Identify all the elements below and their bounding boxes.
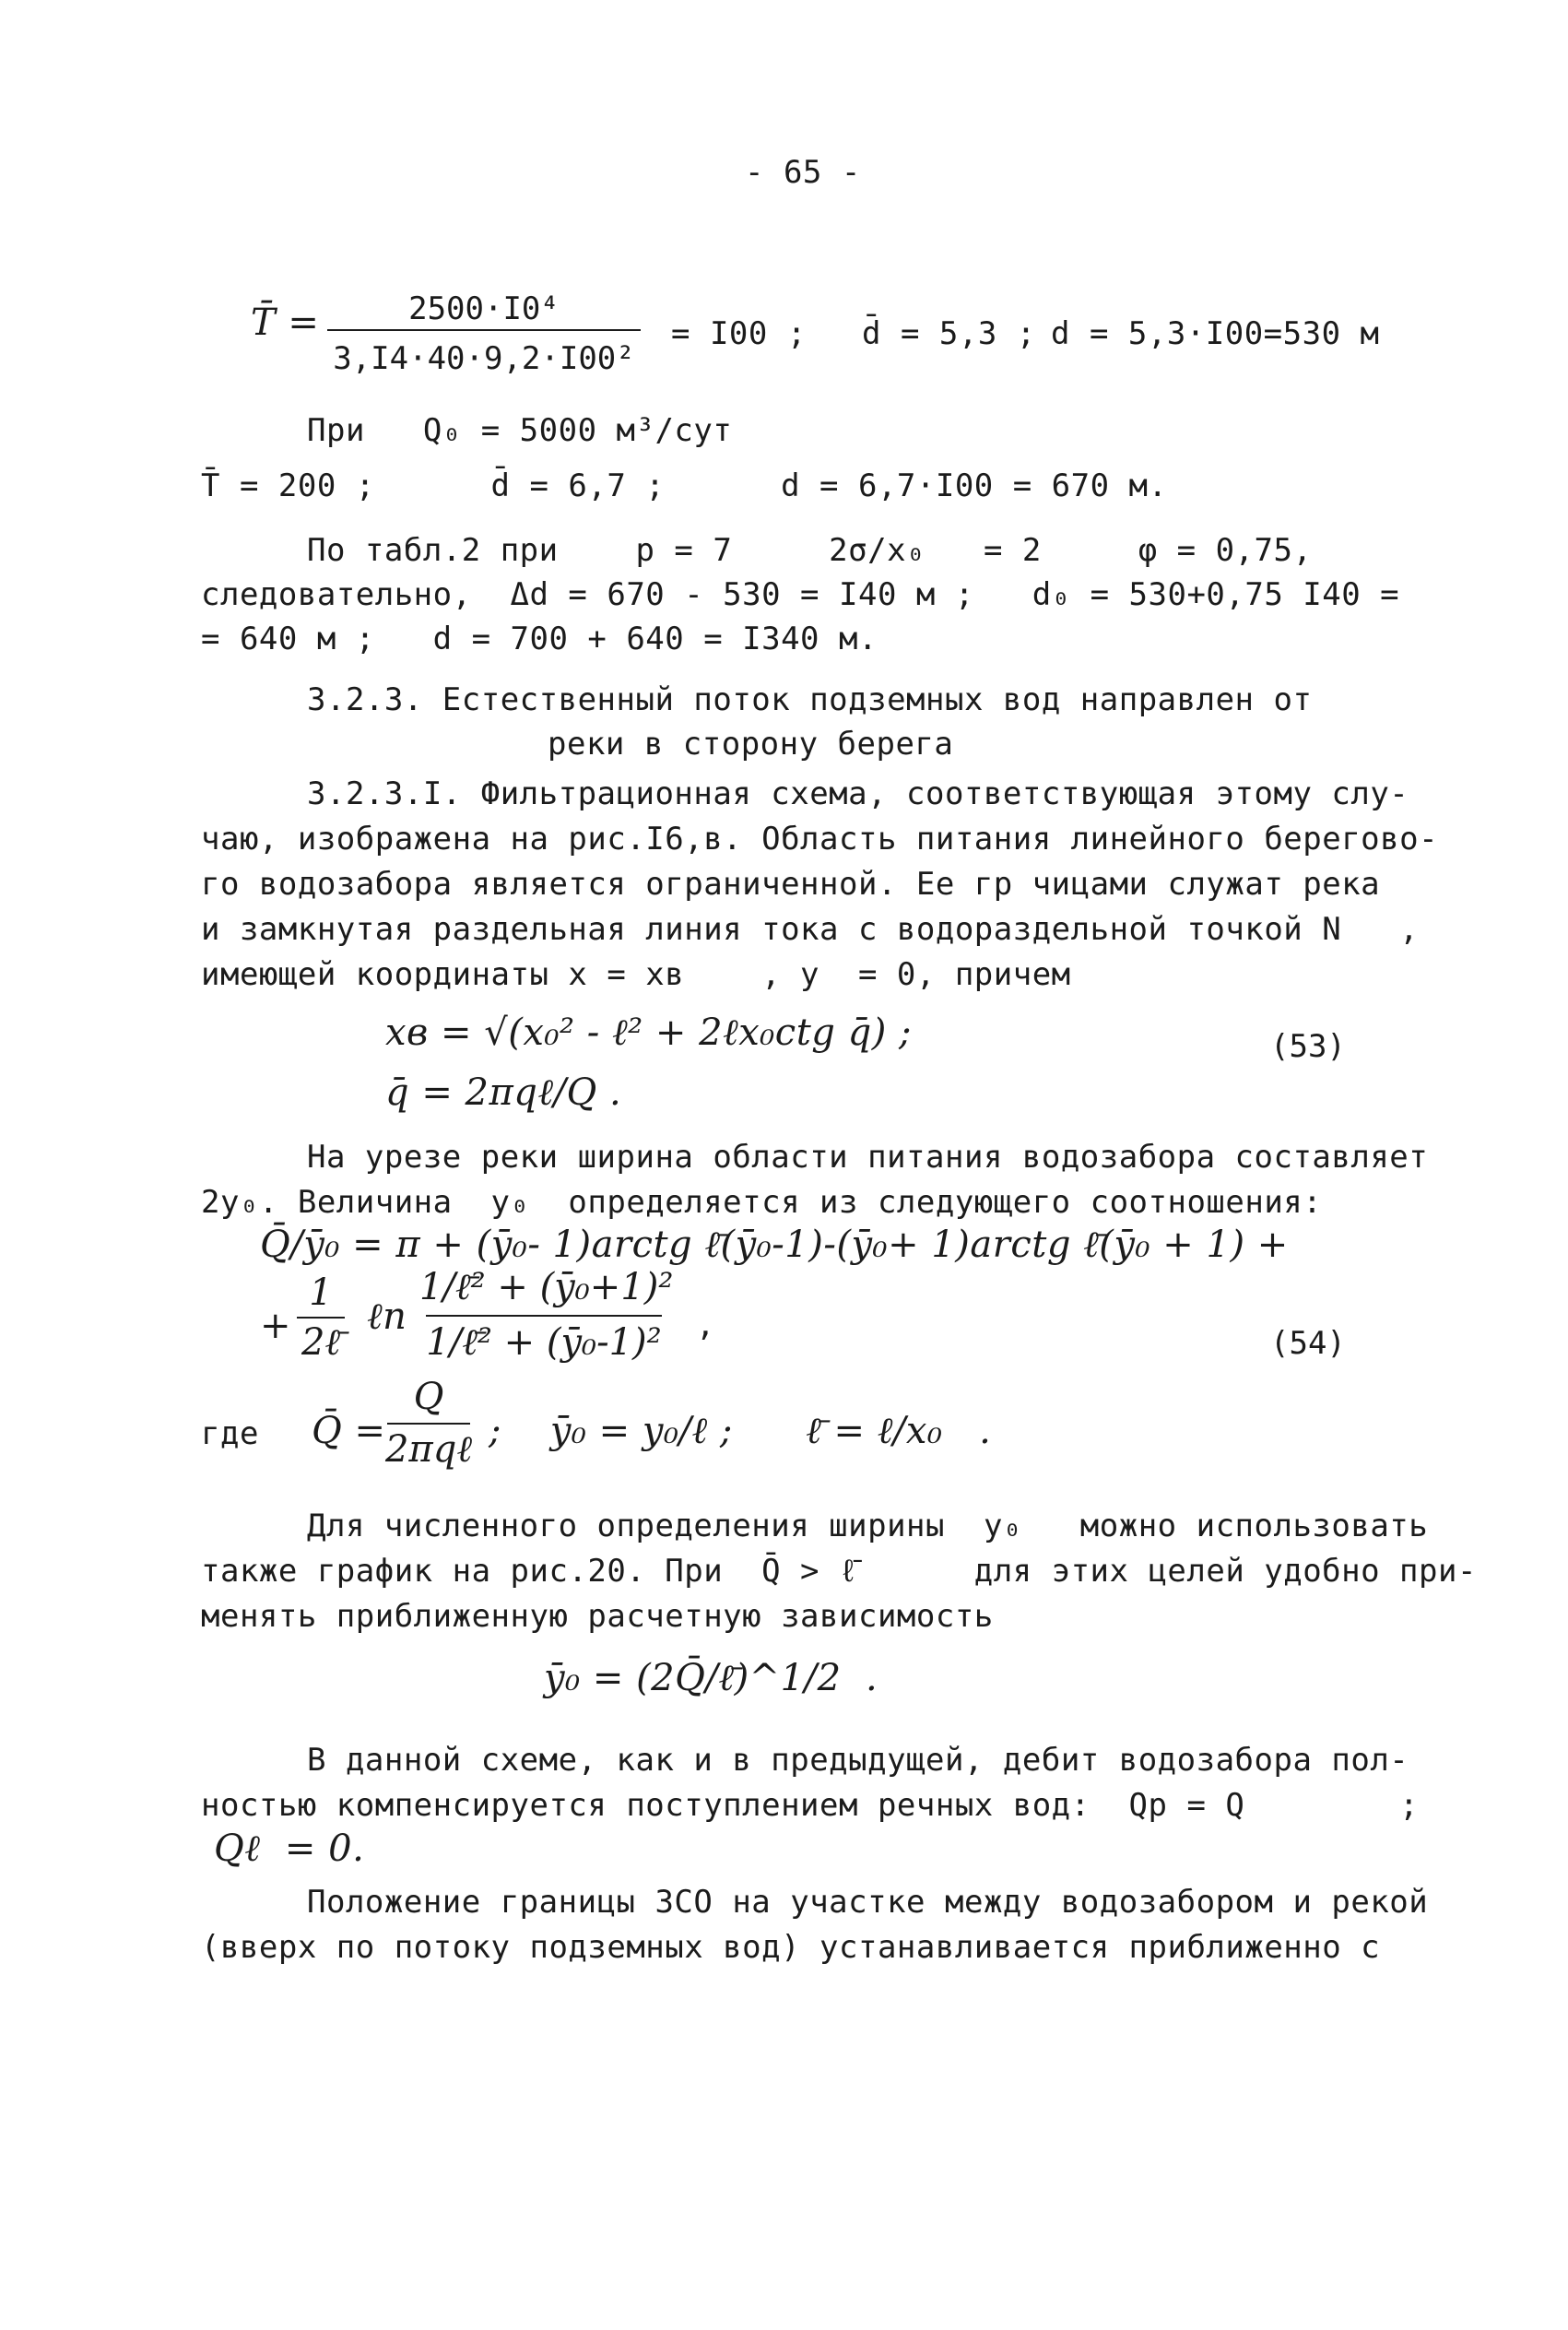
- t-denominator: 3,I4·40·9,2·I00²: [333, 340, 635, 377]
- para1-line2: чаю, изображена на рис.I6,в. Область питания линейного берегово-: [201, 821, 1439, 857]
- para4-line1: В данной схеме, как и в предыдущей, дебит водозабора пол-: [307, 1742, 1409, 1779]
- fraction-bar: [426, 1315, 662, 1317]
- eq53-line2: q̄ = 2πqℓ/Q .: [385, 1071, 622, 1114]
- eq54-comma: ,: [696, 1307, 715, 1343]
- block2-line1: При Q₀ = 5000 м³/сут: [307, 412, 733, 449]
- t-label: T̄ =: [251, 302, 320, 344]
- d-value: d = 5,3·I00=530 м: [1051, 315, 1380, 352]
- para1-line1: 3.2.3.I. Фильтрационная схема, соответствующая этому слу-: [307, 775, 1409, 812]
- where-y-def: ; ȳ₀ = y₀/ℓ ; ℓ̄ = ℓ/x₀ .: [489, 1410, 992, 1452]
- para5-line1: Положение границы ЗСО на участке между водозабором и рекой: [307, 1884, 1429, 1921]
- eq54-ln: ℓn: [367, 1295, 407, 1338]
- page-number: - 65 -: [745, 154, 861, 191]
- eq54-plus: +: [260, 1305, 292, 1347]
- eq54-half-numerator: 1: [309, 1271, 333, 1314]
- t-numerator: 2500·I0⁴: [408, 290, 560, 327]
- section-heading-line1: 3.2.3. Естественный поток подземных вод направлен от: [307, 681, 1313, 718]
- block3-line3: = 640 м ; d = 700 + 640 = I340 м.: [201, 621, 878, 657]
- fraction-bar: [387, 1423, 470, 1425]
- block3-line1: По табл.2 при p = 7 2σ/x₀ = 2 φ = 0,75,: [307, 532, 1313, 569]
- d-bar-value: d̄ = 5,3 ;: [862, 315, 1036, 352]
- eq54-log-denominator: 1/ℓ̄² + (ȳ₀-1)²: [426, 1321, 662, 1364]
- where-label: где: [201, 1415, 259, 1452]
- para1-line3: го водозабора является ограниченной. Ее гр чицами служат река: [201, 866, 1381, 903]
- eq54-number: (54): [1270, 1325, 1346, 1362]
- para5-line2: (вверх по потоку подземных вод) устанавливается приближенно с: [201, 1929, 1381, 1966]
- para3-line3: менять приближенную расчетную зависимость: [201, 1598, 994, 1635]
- para3-line2: также график на рис.20. При Q̄ > ℓ̄ для этих целей удобно при-: [201, 1553, 1477, 1590]
- fraction-bar: [297, 1317, 345, 1319]
- eq54-line1: Q̄/ȳ₀ = π + (ȳ₀- 1)arctg ℓ̄(ȳ₀-1)-(ȳ₀+ 1)arctg ℓ̄(ȳ₀ + 1) +: [260, 1224, 1289, 1266]
- where-q-lhs: Q̄ =: [312, 1410, 386, 1452]
- where-q-numerator: Q: [413, 1376, 444, 1418]
- t-result: = I00 ;: [671, 315, 807, 352]
- eq53-line1: xв = √(x₀² - ℓ² + 2ℓx₀ctg q̄) ;: [385, 1011, 912, 1054]
- block3-line2: следовательно, Δd = 670 - 530 = I40 м ; d₀ = 530+0,75 I40 =: [201, 576, 1400, 613]
- eq54-log-numerator: 1/ℓ̄² + (ȳ₀+1)²: [419, 1266, 674, 1308]
- where-q-denominator: 2πqℓ: [384, 1428, 472, 1471]
- para2-line1: На урезе реки ширина области питания водозабора составляет: [307, 1139, 1429, 1176]
- para4-line3: Qℓ = 0.: [214, 1827, 365, 1870]
- eq54-half-denominator: 2ℓ̄: [301, 1321, 341, 1364]
- para1-line5: имеющей координаты x = xв , y = 0, причем: [201, 956, 1071, 993]
- fraction-bar: [327, 329, 641, 331]
- para1-line4: и замкнутая раздельная линия тока с водораздельной точкой N ,: [201, 911, 1420, 948]
- eq53-number: (53): [1270, 1028, 1346, 1065]
- block2-line2: T̄ = 200 ; d̄ = 6,7 ; d = 6,7·I00 = 670 м.: [201, 467, 1168, 504]
- para2-line2: 2y₀. Величина y₀ определяется из следующего соотношения:: [201, 1184, 1323, 1221]
- para4-line2: ностью компенсируется поступлением речных вод: Qр = Q ;: [201, 1787, 1420, 1824]
- section-heading-line2: реки в сторону берега: [548, 726, 954, 763]
- para3-line1: Для численного определения ширины y₀ можно использовать: [307, 1508, 1429, 1544]
- para3-formula: ȳ₀ = (2Q̄/ℓ̄)^1/2 .: [544, 1657, 878, 1699]
